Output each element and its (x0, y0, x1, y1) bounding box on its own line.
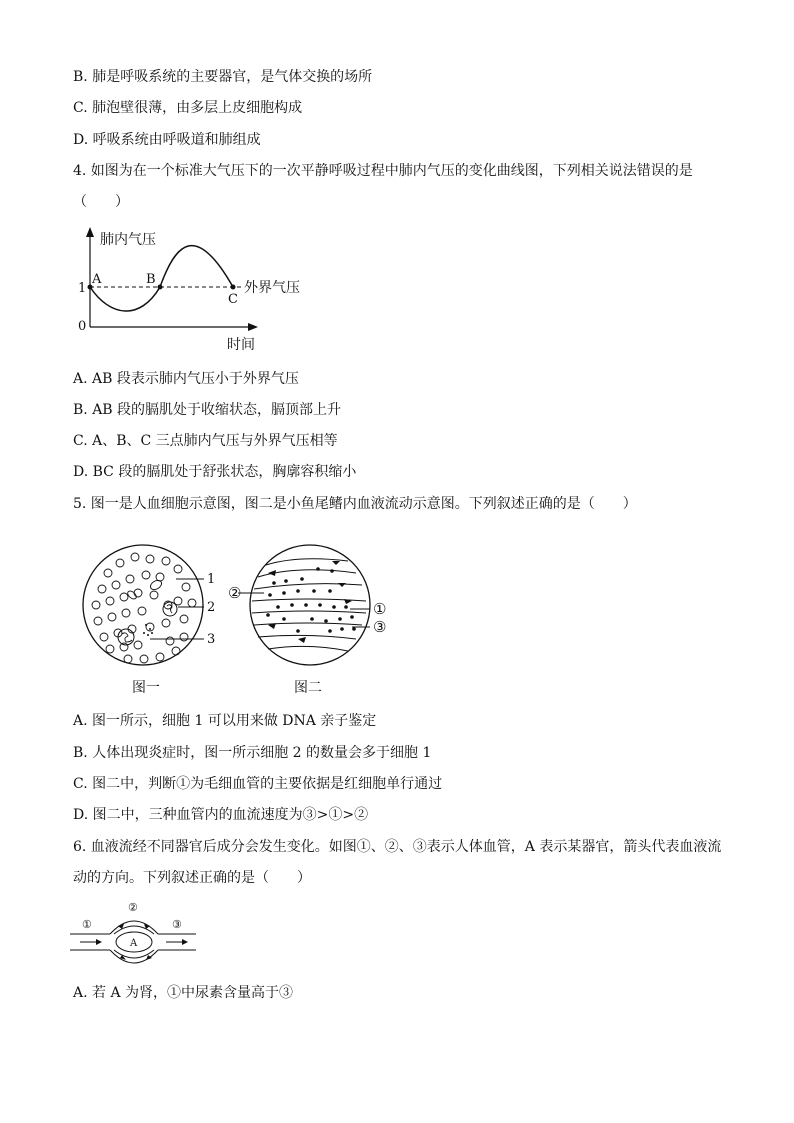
organ-bloodflow-diagram (70, 898, 200, 968)
option-a-q6: A. 若 A 为肾，①中尿素含量高于③ (73, 985, 294, 1001)
cell-label-3: 3 (207, 632, 216, 647)
y-tick-0: 0 (78, 319, 87, 334)
vessel-label-1: ① (373, 600, 387, 618)
label-c: C (228, 292, 238, 307)
cell-label-2: 2 (207, 600, 216, 615)
option-b-q5: B. 人体出现炎症时，图一所示细胞 2 的数量会多于细胞 1 (73, 745, 432, 761)
option-b-q4: B. AB 段的膈肌处于收缩状态，膈顶部上升 (73, 402, 342, 418)
question-5: 5. 图一是人血细胞示意图，图二是小鱼尾鳍内血液流动示意图。下列叙述正确的是（ ） (73, 496, 637, 512)
pressure-curve (90, 246, 233, 311)
blood-cells-figure (80, 543, 240, 698)
vessel-label-2: ② (228, 584, 242, 602)
y-axis-label: 肺内气压 (100, 232, 156, 248)
option-a-q4: A. AB 段表示肺内气压小于外界气压 (73, 371, 299, 387)
option-d-q5: D. 图二中，三种血管内的血流速度为③>①>② (73, 807, 369, 823)
option-c-q3: C. 肺泡壁很薄，由多层上皮细胞构成 (73, 100, 303, 116)
figure-2-caption: 图二 (294, 680, 322, 696)
x-axis-label: 时间 (227, 337, 255, 353)
atmospheric-pressure-label: 外界气压 (244, 280, 300, 296)
question-6-continued: 动的方向。下列叙述正确的是（ ） (73, 870, 311, 886)
question-4: 4. 如图为在一个标准大气压下的一次平静呼吸过程中肺内气压的变化曲线图，下列相关说法错误的是 (73, 163, 693, 179)
question-4-answer-blank: （ ） (73, 194, 129, 210)
label-b: B (146, 272, 156, 287)
question-6: 6. 血液流经不同器官后成分会发生变化。如图①、②、③表示人体血管，A 表示某器官，箭头代表血液流 (73, 839, 722, 855)
tail-fin-bloodflow-figure (228, 543, 408, 698)
label-a: A (92, 272, 102, 287)
option-b-q3: B. 肺是呼吸系统的主要器官，是气体交换的场所 (73, 69, 373, 85)
point-b (158, 285, 163, 290)
option-d-q4: D. BC 段的膈肌处于舒张状态，胸廓容积缩小 (73, 464, 357, 480)
figure-1-caption: 图一 (132, 680, 160, 696)
vessel-label-3: ③ (373, 618, 387, 636)
option-d-q3: D. 呼吸系统由呼吸道和肺组成 (73, 132, 261, 148)
cell-label-1: 1 (207, 572, 216, 587)
lung-pressure-chart (70, 225, 320, 355)
vessel-3-label: ③ (172, 918, 182, 931)
option-c-q5: C. 图二中，判断①为毛细血管的主要依据是红细胞单行通过 (73, 776, 443, 792)
option-c-q4: C. A、B、C 三点肺内气压与外界气压相等 (73, 433, 338, 449)
option-a-q5: A. 图一所示，细胞 1 可以用来做 DNA 亲子鉴定 (73, 713, 377, 729)
y-tick-1: 1 (78, 281, 87, 296)
vessel-2-label: ② (128, 901, 138, 914)
vessel-1-label: ① (82, 918, 92, 931)
point-c (231, 285, 236, 290)
organ-a-label: A (130, 938, 138, 949)
